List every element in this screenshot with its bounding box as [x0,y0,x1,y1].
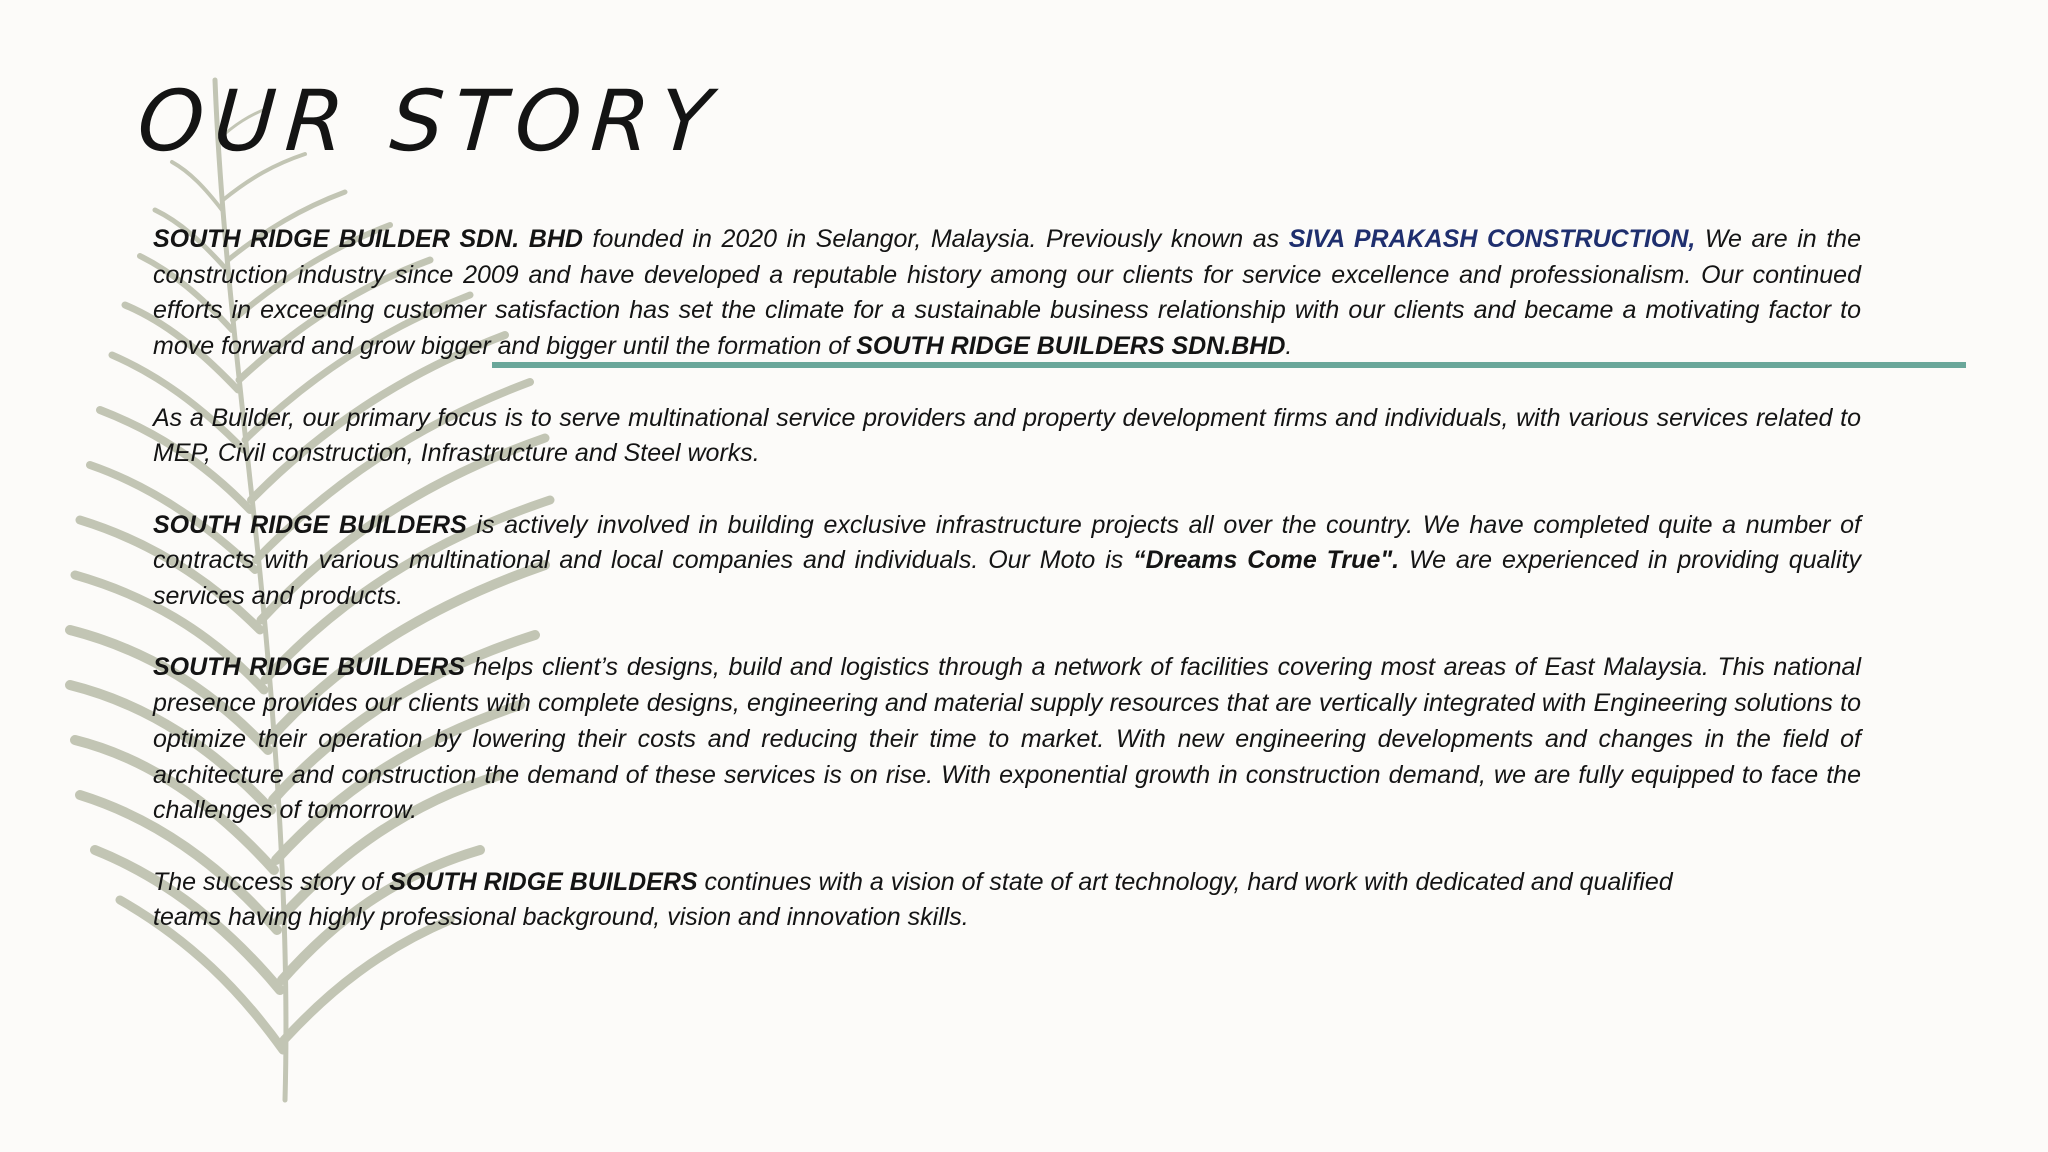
paragraph-vision [153,865,1693,936]
company-name: SOUTH RIDGE BUILDERS [153,510,467,539]
paragraph-text: As a Builder, our primary focus is to serve multinational service providers and property development firms and individuals, with various services related to MEP, Civil construction, Infrastructure and Steel works. [153,403,1861,468]
paragraph-intro [153,222,1861,365]
paragraph-text: continues with a vision of state of art technology, hard work with dedicated and qualified teams having highly professional background, vision and innovation skills. [153,867,1673,932]
paragraph-projects [153,508,1861,615]
company-name: SOUTH RIDGE BUILDER SDN. BHD [153,225,583,253]
page-title: OUR STORY [134,72,725,170]
paragraph-text: founded in 2020 in Selangor, Malaysia. Previously known as [582,225,1289,253]
paragraph-text: We are in the construction industry since 2009 and have developed a reputable history among our clients for service excellence and professionalism. Our continued efforts in exceeding customer satisfaction has set the climate for a sustainable business relationship with our clients and became a motivating factor to move forward and grow bigger and bigger until the formation of [153,225,1861,361]
paragraph-text: We are experienced in providing quality services and products. [153,546,1861,610]
paragraph-text: The success story of [153,867,390,896]
paragraph-text: . [1285,332,1293,361]
company-motto: “Dreams Come True". [1133,546,1400,575]
former-company-name: SIVA PRAKASH CONSTRUCTION, [1288,225,1696,253]
company-full-name: SOUTH RIDGE BUILDERS SDN.BHD [856,332,1286,361]
paragraph-text: helps client’s designs, build and logistics through a network of facilities covering most areas of East Malaysia. This national presence provides our clients with complete designs, engineering and material supply resources that are vertically integrated with Engineering solutions to optimize their operation by lowering their costs and reducing their time to market. With new engineering developments and changes in the field of architecture and construction the demand of these services is on rise. With exponential growth in construction demand, we are fully equipped to face the challenges of tomorrow. [153,653,1861,825]
paragraph-focus [153,401,1861,472]
paragraph-services [153,650,1861,829]
paragraph-text: is actively involved in building exclusive infrastructure projects all over the country. We have completed quite a number of contracts with various multinational and local companies and individuals. Our Moto is [153,510,1861,575]
story-body [153,222,1861,972]
company-name: SOUTH RIDGE BUILDERS [153,653,465,682]
company-name: SOUTH RIDGE BUILDERS [389,867,698,896]
